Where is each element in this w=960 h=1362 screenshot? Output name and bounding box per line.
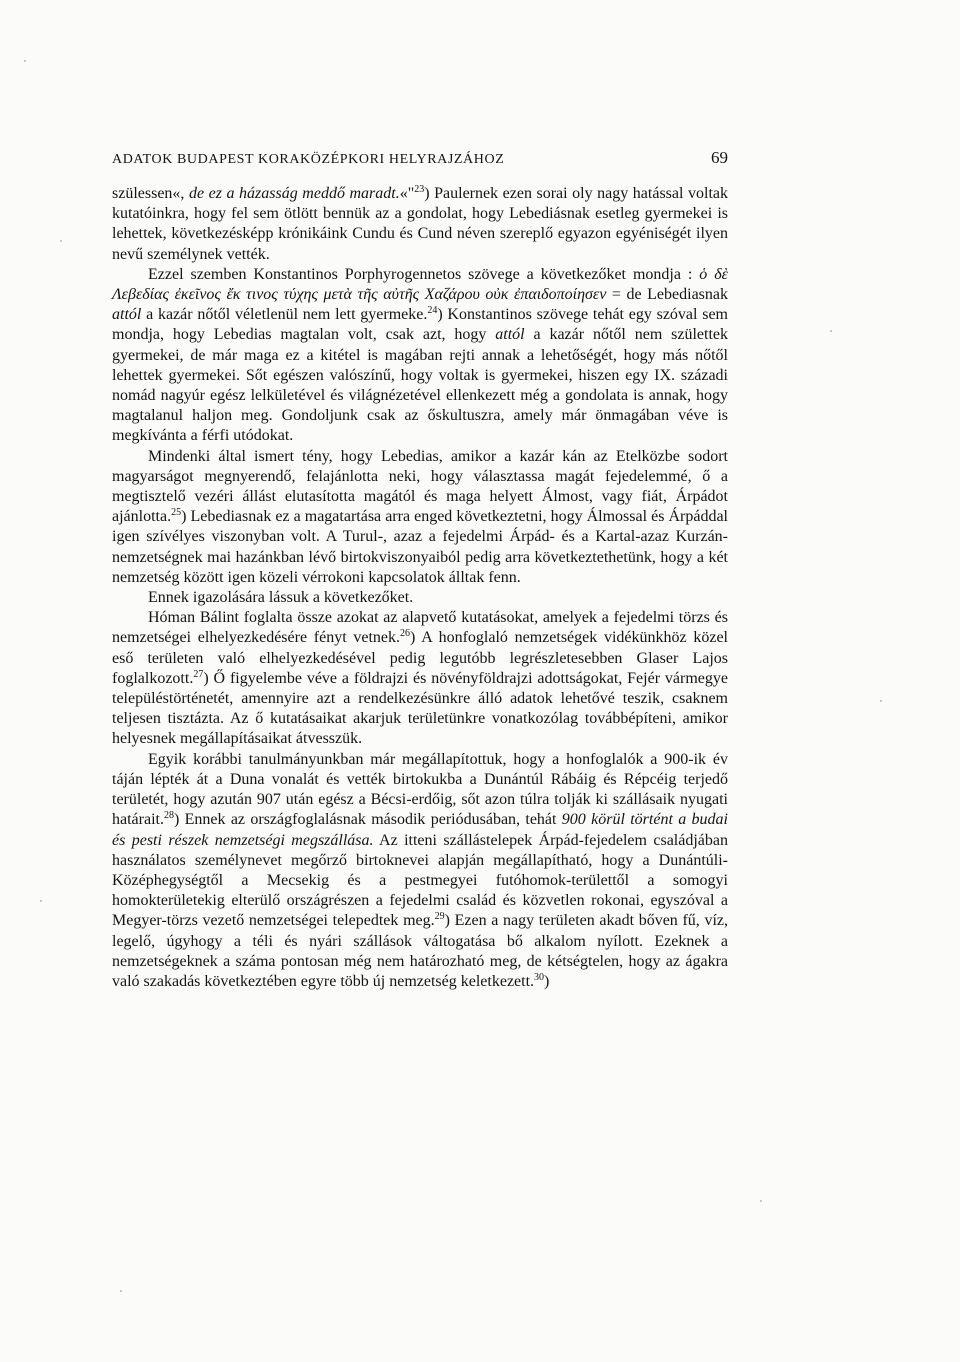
footnote-ref: 26 xyxy=(400,628,411,640)
text-span: = de Lebediasnak xyxy=(606,286,728,304)
text-span: ) Lebediasnak ez a magatartása arra enged következtetni, hogy Álmossal és Árpáddal igen szívélyes viszonyban volt. A Turul-, azaz a fejedelmi Árpád- és a Kartal-azaz Kurzán-nemzetségnek mai hazánkban lévő birtokviszonyaiból pedig arra következtethetünk, hogy a két nemzetség között igen közeli vérrokoni kapcsolatok álltak fenn. xyxy=(112,508,728,586)
paragraph-p3 xyxy=(112,447,728,588)
paragraph-p6 xyxy=(112,750,728,992)
paragraph-p4 xyxy=(112,588,728,608)
text-span: a kazár nőtől véletlenül nem lett gyermeke. xyxy=(141,306,428,324)
text-span: Mindenki által ismert tény, hogy Lebedias, amikor a kazár kán az Etelközbe sodort magyarságot megnyerendő, felajánlotta neki, hogy választassa magát fejedelemmé, ő a megtisztelő vezéri állást elutasította magától és maga helyett Álmost, vagy fiát, Árpádot ajánlotta. xyxy=(112,447,728,526)
italic-span: attól xyxy=(495,326,525,344)
text-span: Egyik korábbi tanulmányunkban már megállapítottuk, hogy a honfoglalók a 900-ik év táján lépték át a Duna vonalát és vették birtokukba a Dunántúl Rábáig és Répcéig terjedő területét, hogy azután 907 után egész a Bécsi-erdőig, sőt azon túlra tolják ki szállásaik nyugati határait. xyxy=(112,750,728,829)
text-span: ) Ő figyelembe véve a földrajzi és növényföldrajzi adottságokat, Fejér vármegye településtörténetét, amennyire azt a rendelkezésünkre álló adatok lehetővé teszik, csaknem teljesen tisztázta. Az ő kutatásaikat akarjuk területünkre vonatkozólag továbbépíteni, amikor helyesnek megállapításaikat átvesszük. xyxy=(112,669,728,748)
paragraph-p1 xyxy=(112,184,728,265)
text-span: «" xyxy=(399,185,415,202)
italic-span: attól xyxy=(112,306,142,324)
scan-speck xyxy=(830,330,832,332)
footnote-ref: 29 xyxy=(434,911,445,923)
page-number: 69 xyxy=(711,148,728,167)
text-span: a kazár nőtől nem születtek gyermekei, de már maga ez a kitétel is magában rejti annak a lehetőségét, hogy más nőtől lehettek gyermekei. Sőt egészen valószínű, hogy voltak is gyermekei, hiszen egy IX. századi nomád nagyúr egész lelkületével és világnézetével ellenkezett még a gondolata is annak, hogy magtalanul haljon meg. Gondoljunk csak az őskultuszra, amely már önmagában véve is megkívánta a férfi utódokat. xyxy=(112,326,728,445)
footnote-ref: 27 xyxy=(193,668,204,680)
text-span: ) xyxy=(544,972,550,990)
italic-span: 900 körül történt a budai és pesti részek nemzetségi megszállása. xyxy=(112,811,728,849)
scan-speck xyxy=(60,240,62,242)
italic-span: ὁ δὲ Λεβεδίας ἐκεῖνος ἔκ τινος τύχης μετὰ τῆς αὐτῆς Χαζάρου οὐκ ἐπαιδοποίησεν xyxy=(112,265,728,304)
scan-speck xyxy=(40,900,42,902)
scan-speck xyxy=(760,1200,762,1202)
footnote-ref: 25 xyxy=(171,507,182,519)
text-span: Hóman Bálint foglalta össze azokat az alapvető kutatásokat, amelyek a fejedelmi törzs és nemzetségei elhelyezkedésére fényt vetnek. xyxy=(112,609,728,647)
text-span: Ennek igazolására lássuk a következőket. xyxy=(148,589,414,607)
paragraph-p2 xyxy=(112,265,728,447)
body-text xyxy=(112,184,728,992)
text-span: szülessen«, xyxy=(112,185,189,202)
footnote-ref: 30 xyxy=(534,971,545,983)
paragraph-p5 xyxy=(112,608,728,749)
footnote-ref: 28 xyxy=(163,810,174,822)
text-span: ) Ennek az országfoglalásnak második periódusában, tehát xyxy=(173,811,562,829)
document-page xyxy=(112,148,728,992)
text-span: Ezzel szemben Konstantinos Porphyrogennetos szövege a következőket mondja : xyxy=(148,265,700,283)
text-span: ) Konstantinos szövege tehát egy szóval sem mondja, hogy Lebedias magtalan volt, csak azt, hogy xyxy=(112,306,728,344)
text-span: ) Ezen a nagy területen akadt bőven fű, víz, legelő, úgyhogy a téli és nyári szállások váltogatása bő alkalom nyílott. Ezeknek a nemzetségeknek a száma pontosan még nem határozható meg, de kétségtelen, hogy az ágakra való szakadás következtében egyre több új nemzetség keletkezett. xyxy=(112,912,728,990)
text-span: ) Paulernek ezen sorai oly nagy hatással voltak kutatóinkra, hogy fel sem ötlött bennük az a gondolat, hogy Lebediásnak esetleg gyermekei is lehettek, következésképp krónikáink Cundu és Cund néven szereplő egyazon egyéniségét ilyen nevű személynek vették. xyxy=(112,185,728,263)
italic-span: de ez a házasság meddő maradt. xyxy=(188,185,400,202)
running-title: ADATOK BUDAPEST KORAKÖZÉPKORI HELYRAJZÁHOZ xyxy=(112,152,505,167)
footnote-ref: 23 xyxy=(414,184,425,195)
scan-speck xyxy=(120,1290,122,1292)
footnote-ref: 24 xyxy=(427,305,438,317)
scan-speck xyxy=(880,700,882,702)
running-header xyxy=(112,148,728,168)
scan-speck xyxy=(24,60,26,62)
text-span: Az itteni szállástelepek Árpád-fejedelem családjában használatos személynevet megőrző birtoknevei alapján megállapítható, hogy a Dunántúli-Középhegységtől a Mecsekig és a pestmegyei futóhomok-területtől a somogyi homokterületekig elterülő országrészen a fejedelmi család és közvetlen rokonai, egyszóval a Megyer-törzs vezető nemzetségei telepedtek meg. xyxy=(112,831,728,930)
text-span: ) A honfoglaló nemzetségek vidékünkhöz közel eső területen való elhelyezkedésével pedig legutóbb legrészletesebben Glaser Lajos foglalkozott. xyxy=(112,629,729,687)
